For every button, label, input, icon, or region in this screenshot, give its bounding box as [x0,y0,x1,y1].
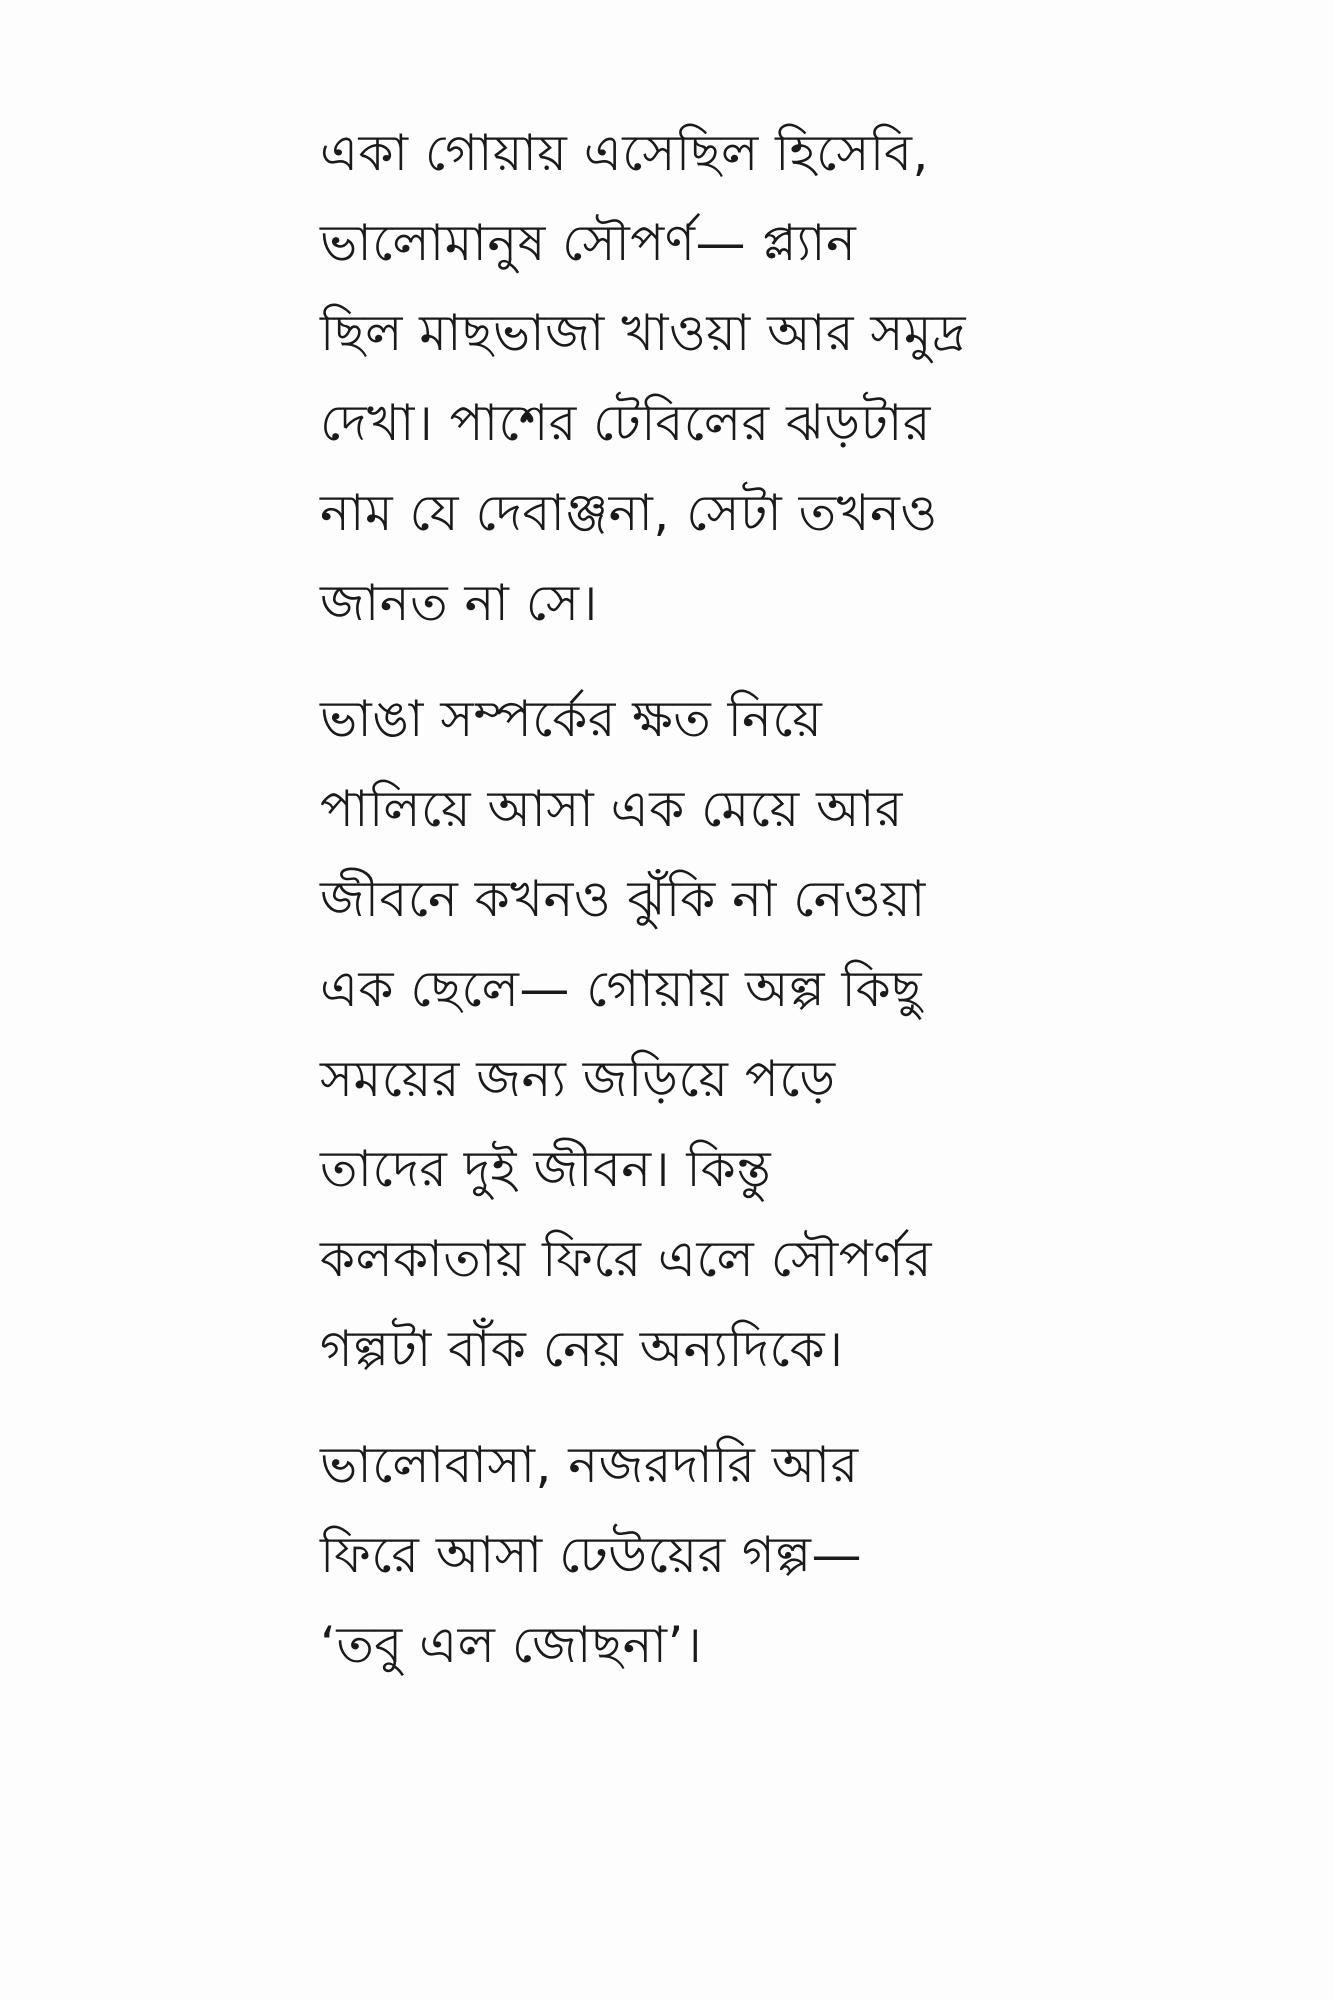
text-line: গল্পটা বাঁক নেয় অন্যদিকে। [320,1320,844,1378]
text-line: কলকাতায় ফিরে এলে সৌপর্ণর [320,1230,932,1288]
text-line: ভালোবাসা, নজরদারি আর [320,1436,859,1494]
text-line: ভাঙা সম্পর্কের ক্ষত নিয়ে [320,690,823,748]
text-line: দেখা। পাশের টেবিলের ঝড়টার [320,394,931,452]
text-line: একা গোয়ায় এসেছিল হিসেবি, [320,124,929,182]
text-line: পালিয়ে আসা এক মেয়ে আর [320,780,903,838]
text-line: এক ছেলে— গোয়ায় অল্প কিছু [320,960,923,1018]
text-line: জানত না সে। [320,574,598,632]
text-line: ভালোমানুষ সৌপর্ণ— প্ল্যান [320,214,857,272]
text-line: ফিরে আসা ঢেউয়ের গল্প— [320,1526,863,1584]
blurb-text [320,108,1080,1716]
paragraph-2 [320,674,1080,1394]
text-line: নাম যে দেবাঞ্জনা, সেটা তখনও [320,484,938,542]
text-line: জীবনে কখনও ঝুঁকি না নেওয়া [320,870,926,928]
text-line: সময়ের জন্য জড়িয়ে পড়ে [320,1050,836,1108]
paragraph-1 [320,108,1080,648]
text-line: ছিল মাছভাজা খাওয়া আর সমুদ্র [320,304,966,362]
text-line: ‘তবু এল জোছনা’। [320,1616,703,1674]
text-line: তাদের দুই জীবন। কিন্তু [320,1140,772,1198]
paragraph-3 [320,1420,1080,1690]
